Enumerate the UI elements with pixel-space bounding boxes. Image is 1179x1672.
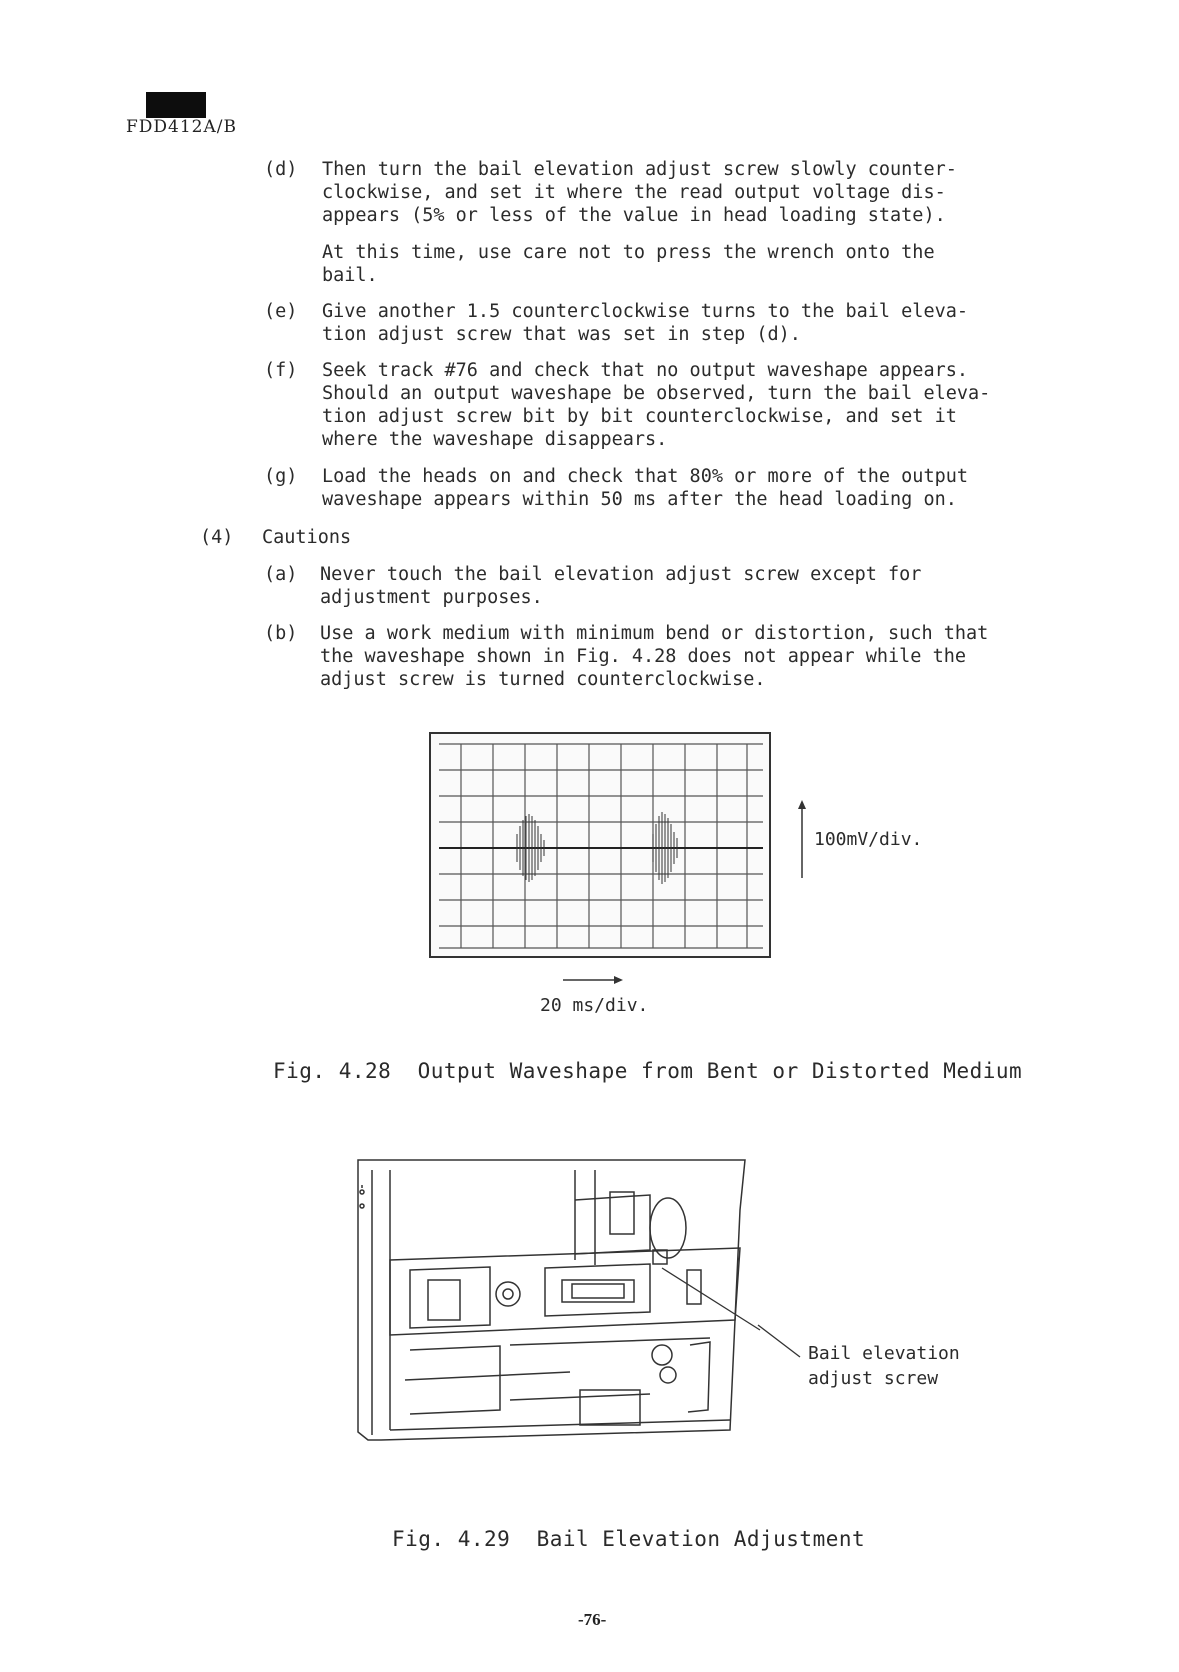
- step-g-marker: (g): [264, 466, 298, 487]
- fig-429-caption: Fig. 4.29 Bail Elevation Adjustment: [392, 1527, 866, 1551]
- caution-a-line-1: Never touch the bail elevation adjust screw except for: [320, 564, 922, 585]
- step-f-line-2: Should an output waveshape be observed, turn the bail eleva-: [322, 383, 991, 404]
- step-f-line-3: tion adjust screw bit by bit counterclockwise, and set it: [322, 406, 957, 427]
- caution-b-marker: (b): [264, 623, 298, 644]
- horizontal-scale-label: 20 ms/div.: [540, 995, 649, 1016]
- callout-label-line-1: Bail elevation: [808, 1343, 960, 1364]
- step-g-line-2: waveshape appears within 50 ms after the head loading on.: [322, 489, 957, 510]
- document-id: FDD412A/B: [126, 117, 237, 137]
- cautions-title: Cautions: [262, 527, 352, 548]
- fig-428-caption: Fig. 4.28 Output Waveshape from Bent or Distorted Medium: [273, 1059, 1023, 1083]
- step-f-line-1: Seek track #76 and check that no output waveshape appears.: [322, 360, 969, 381]
- oscilloscope-screen: [429, 732, 771, 958]
- header-black-tab: [146, 92, 206, 118]
- caution-a-marker: (a): [264, 564, 298, 585]
- caution-a-line-2: adjustment purposes.: [320, 587, 543, 608]
- step-e-marker: (e): [264, 301, 298, 322]
- step-d-note-line-2: bail.: [322, 265, 378, 286]
- caution-b-line-1: Use a work medium with minimum bend or distortion, such that: [320, 623, 989, 644]
- oscilloscope-waveform: [431, 734, 773, 960]
- caution-b-line-3: adjust screw is turned counterclockwise.: [320, 669, 766, 690]
- step-d-line-2: clockwise, and set it where the read output voltage dis-: [322, 182, 946, 203]
- vertical-scale-label: 100mV/div.: [814, 829, 923, 850]
- cautions-marker: (4): [200, 527, 234, 548]
- page-number: -76-: [578, 1610, 607, 1629]
- callout-leader-line: [758, 1325, 808, 1365]
- drive-mechanism-drawing: [350, 1150, 750, 1450]
- vertical-scale-arrow: [794, 800, 814, 880]
- step-d-marker: (d): [264, 159, 298, 180]
- step-d-note-line-1: At this time, use care not to press the wrench onto the: [322, 242, 935, 263]
- callout-label-line-2: adjust screw: [808, 1368, 939, 1389]
- step-g-line-1: Load the heads on and check that 80% or more of the output: [322, 466, 969, 487]
- step-d-line-1: Then turn the bail elevation adjust screw slowly counter-: [322, 159, 957, 180]
- step-e-line-2: tion adjust screw that was set in step (d).: [322, 324, 801, 345]
- step-d-line-3: appears (5% or less of the value in head loading state).: [322, 205, 946, 226]
- caution-b-line-2: the waveshape shown in Fig. 4.28 does not appear while the: [320, 646, 967, 667]
- horizontal-scale-arrow: [563, 974, 623, 986]
- step-f-line-4: where the waveshape disappears.: [322, 429, 668, 450]
- step-f-marker: (f): [264, 360, 298, 381]
- step-e-line-1: Give another 1.5 counterclockwise turns to the bail eleva-: [322, 301, 969, 322]
